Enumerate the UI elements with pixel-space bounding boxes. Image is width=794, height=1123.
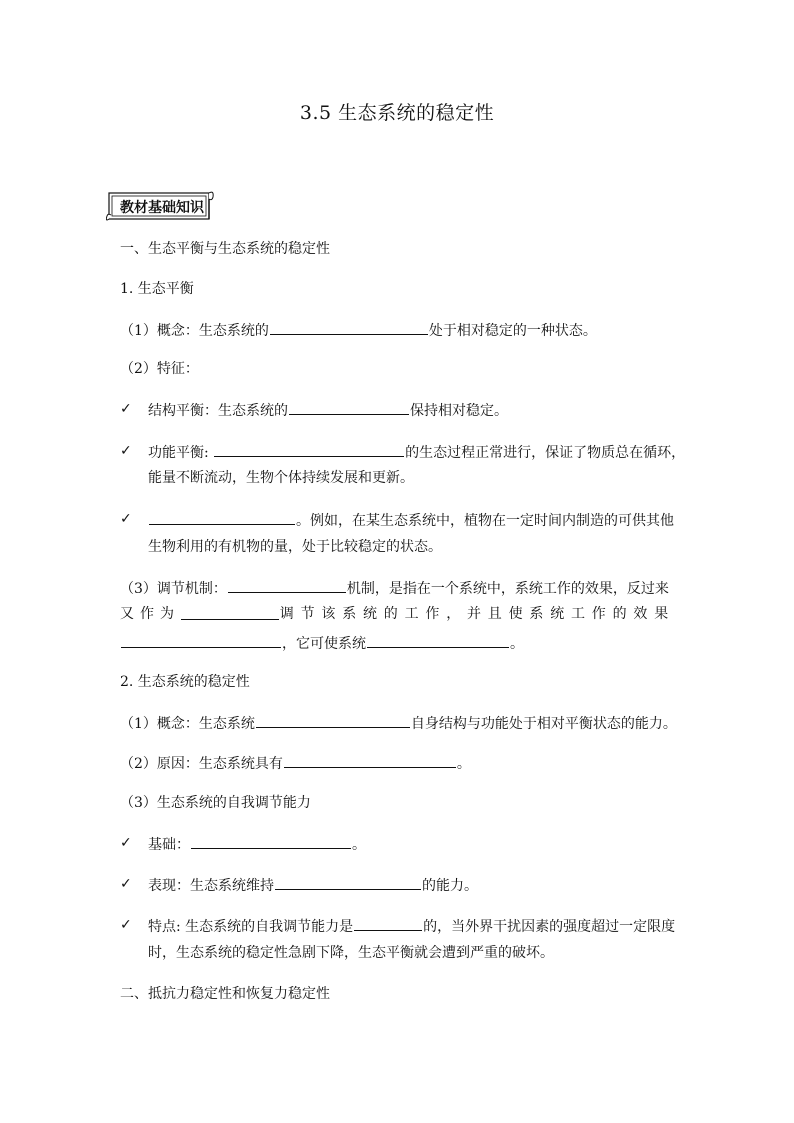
blank-field[interactable] — [284, 752, 456, 768]
basis-prefix: 基础： — [148, 837, 190, 853]
blank-field[interactable] — [256, 712, 410, 728]
section-heading-1: 一、生态平衡与生态系统的稳定性 — [120, 241, 330, 257]
regulation-suffix: 机制，是指在一个系统中，系统工作的效果，反过来 — [346, 581, 669, 597]
blank-field[interactable] — [228, 577, 346, 593]
trait-line-2: 时，生态系统的稳定性急剧下降，生态平衡就会遭到严重的破坏。 — [148, 945, 554, 961]
blank-field[interactable] — [367, 632, 509, 648]
subheading-2: 2. 生态系统的稳定性 — [120, 674, 250, 690]
structure-suffix: 保持相对稳定。 — [410, 403, 508, 419]
structure-balance-line — [148, 399, 508, 421]
function-suffix: 的生态过程正常进行，保证了物质总在循环， — [405, 445, 686, 461]
structure-prefix: 结构平衡：生态系统的 — [148, 403, 288, 419]
section-heading-2: 二、抵抗力稳定性和恢复力稳定性 — [120, 986, 330, 1002]
reason-line — [120, 752, 471, 774]
blank-field[interactable] — [121, 632, 281, 648]
regulation-line-2 — [120, 604, 675, 624]
blank-field[interactable] — [191, 833, 351, 849]
basis-line — [148, 833, 366, 855]
checkmark-icon: ✓ — [120, 401, 132, 417]
function-prefix: 功能平衡: — [148, 445, 209, 461]
show-line — [148, 874, 478, 896]
blank-field[interactable] — [181, 604, 279, 620]
regulation-line3-mid: ，它可使系统 — [282, 636, 366, 652]
blank-field[interactable] — [354, 915, 422, 931]
concept-suffix: 处于相对稳定的一种状态。 — [428, 323, 597, 339]
concept-line-1 — [120, 319, 597, 341]
concept-line-2 — [120, 712, 677, 734]
checkmark-icon: ✓ — [120, 917, 132, 933]
checkmark-icon: ✓ — [120, 511, 132, 527]
checkmark-icon: ✓ — [120, 835, 132, 851]
show-prefix: 表现：生态系统维持 — [148, 878, 274, 894]
regulation-line-1 — [120, 577, 669, 599]
blank-field[interactable] — [275, 874, 421, 890]
blank-field[interactable] — [149, 509, 295, 525]
self-regulation-heading: （3）生态系统的自我调节能力 — [120, 795, 311, 811]
page-title: 3.5 生态系统的稳定性 — [299, 102, 495, 124]
reason-prefix: （2）原因：生态系统具有 — [120, 756, 283, 772]
regulation-line3-end: 。 — [510, 636, 524, 652]
section-banner — [106, 189, 214, 221]
regulation-line2-b: 调节该系统的工作，并且使系统工作的效果 — [279, 606, 675, 622]
blank-field[interactable] — [214, 441, 404, 457]
third-suffix: 。例如，在某生态系统中，植物在一定时间内制造的可供其他 — [296, 513, 674, 529]
concept2-suffix: 自身结构与功能处于相对平衡状态的能力。 — [410, 716, 677, 732]
checkmark-icon: ✓ — [120, 443, 132, 459]
third-line-2: 生物利用的有机物的量，处于比较稳定的状态。 — [148, 539, 442, 555]
concept2-prefix: （1）概念：生态系统 — [120, 716, 255, 732]
basis-suffix: 。 — [352, 837, 366, 853]
show-suffix: 的能力。 — [422, 878, 478, 894]
third-balance-line — [148, 509, 674, 531]
function-balance-line — [148, 441, 685, 463]
blank-field[interactable] — [270, 319, 428, 335]
trait-line — [148, 915, 675, 937]
trait-suffix: 的，当外界干扰因素的强度超过一定限度 — [423, 919, 676, 935]
regulation-prefix: （3）调节机制： — [120, 581, 227, 597]
checkmark-icon: ✓ — [120, 876, 132, 892]
feature-heading: （2）特征： — [120, 361, 199, 377]
concept-prefix: （1）概念：生态系统的 — [120, 323, 269, 339]
function-line-2: 能量不断流动，生物个体持续发展和更新。 — [148, 470, 414, 486]
trait-prefix: 特点: 生态系统的自我调节能力是 — [148, 919, 354, 935]
banner-label: 教材基础知识 — [120, 200, 204, 216]
regulation-line2-a: 又作为 — [120, 606, 180, 622]
blank-field[interactable] — [289, 399, 409, 415]
subheading-1: 1. 生态平衡 — [120, 281, 194, 297]
reason-suffix: 。 — [456, 756, 471, 772]
regulation-line-3 — [120, 632, 524, 654]
